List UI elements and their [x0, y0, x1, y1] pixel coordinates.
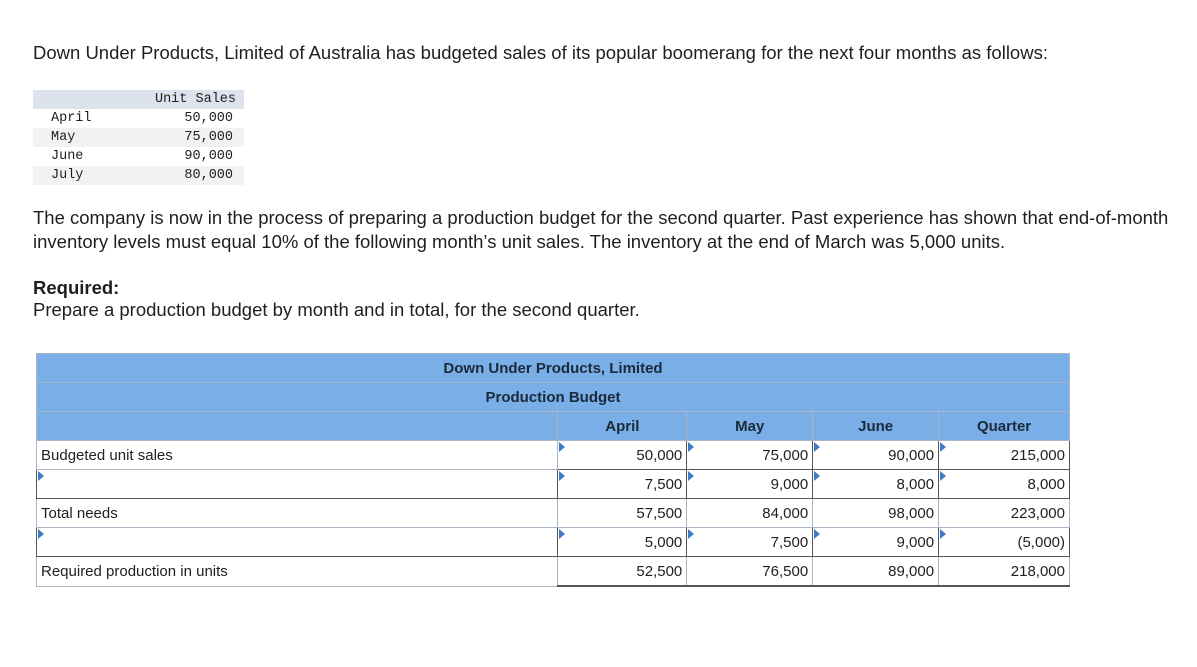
value-cell: 52,500: [558, 557, 687, 587]
value-cell: 76,500: [687, 557, 813, 587]
input-marker-icon: [814, 442, 820, 452]
value-cell[interactable]: 8,000: [939, 470, 1070, 499]
budget-company-name: Down Under Products, Limited: [37, 354, 1070, 383]
budget-company-row: [37, 354, 1070, 383]
row-label-dropdown[interactable]: [37, 470, 558, 499]
value-cell[interactable]: 9,000: [687, 470, 813, 499]
month-label: June: [51, 149, 84, 164]
value-cell[interactable]: 90,000: [813, 441, 939, 470]
unit-sales-value: 75,000: [184, 130, 233, 145]
unit-sales-header: Unit Sales: [154, 92, 236, 107]
input-marker-icon: [559, 529, 565, 539]
production-budget-table: [36, 353, 1070, 587]
input-marker-icon: [559, 471, 565, 481]
unit-sales-row: [33, 166, 244, 185]
budget-row-required-production: [37, 557, 1070, 587]
value-cell[interactable]: 75,000: [687, 441, 813, 470]
column-header-quarter: Quarter: [939, 412, 1070, 441]
required-text: Prepare a production budget by month and in total, for the second quarter.: [33, 299, 640, 320]
value-cell[interactable]: 7,500: [558, 470, 687, 499]
value-cell[interactable]: (5,000): [939, 528, 1070, 557]
input-marker-icon: [940, 442, 946, 452]
budget-row-total-needs: [37, 499, 1070, 528]
budget-header-blank: [37, 412, 558, 441]
required-heading: Required:: [33, 277, 120, 298]
input-marker-icon: [559, 442, 565, 452]
dropdown-marker-icon: [38, 471, 44, 481]
value-cell: 98,000: [813, 499, 939, 528]
row-label: Budgeted unit sales: [37, 441, 558, 470]
input-marker-icon: [940, 529, 946, 539]
unit-sales-value: 50,000: [184, 111, 233, 126]
value-cell[interactable]: 7,500: [687, 528, 813, 557]
input-marker-icon: [688, 471, 694, 481]
budget-header-row: [37, 412, 1070, 441]
unit-sales-value: 80,000: [184, 168, 233, 183]
input-marker-icon: [688, 529, 694, 539]
unit-sales-row: [33, 128, 244, 147]
budget-row-input: [37, 470, 1070, 499]
value-cell: 89,000: [813, 557, 939, 587]
input-marker-icon: [688, 442, 694, 452]
column-header-april: April: [558, 412, 687, 441]
row-label-dropdown[interactable]: [37, 528, 558, 557]
unit-sales-table: [33, 90, 244, 185]
value-cell[interactable]: 5,000: [558, 528, 687, 557]
month-label: July: [51, 168, 84, 183]
month-label: April: [51, 111, 92, 126]
intro-text: Down Under Products, Limited of Australia has budgeted sales of its popular boomerang for the next four months as follows:: [33, 42, 1048, 63]
value-cell: 84,000: [687, 499, 813, 528]
column-header-june: June: [813, 412, 939, 441]
budget-row-input: [37, 528, 1070, 557]
budget-title-row: [37, 383, 1070, 412]
unit-sales-header-row: [33, 90, 244, 109]
value-cell[interactable]: 50,000: [558, 441, 687, 470]
value-cell[interactable]: 8,000: [813, 470, 939, 499]
input-marker-icon: [940, 471, 946, 481]
problem-paragraph: The company is now in the process of preparing a production budget for the second quarter. Past experience has shown that end-of-month inventory levels must equal 10% of the following month’s unit sales. The inventory at the end of March was 5,000 units.: [33, 207, 1169, 252]
row-label: Required production in units: [37, 557, 558, 587]
input-marker-icon: [814, 529, 820, 539]
unit-sales-row: [33, 109, 244, 128]
month-label: May: [51, 130, 76, 145]
unit-sales-value: 90,000: [184, 149, 233, 164]
value-cell: 218,000: [939, 557, 1070, 587]
budget-title: Production Budget: [37, 383, 1070, 412]
value-cell[interactable]: 9,000: [813, 528, 939, 557]
value-cell: 57,500: [558, 499, 687, 528]
input-marker-icon: [814, 471, 820, 481]
column-header-may: May: [687, 412, 813, 441]
row-label: Total needs: [37, 499, 558, 528]
unit-sales-row: [33, 147, 244, 166]
dropdown-marker-icon: [38, 529, 44, 539]
budget-row-budgeted-sales: [37, 441, 1070, 470]
value-cell[interactable]: 215,000: [939, 441, 1070, 470]
value-cell: 223,000: [939, 499, 1070, 528]
